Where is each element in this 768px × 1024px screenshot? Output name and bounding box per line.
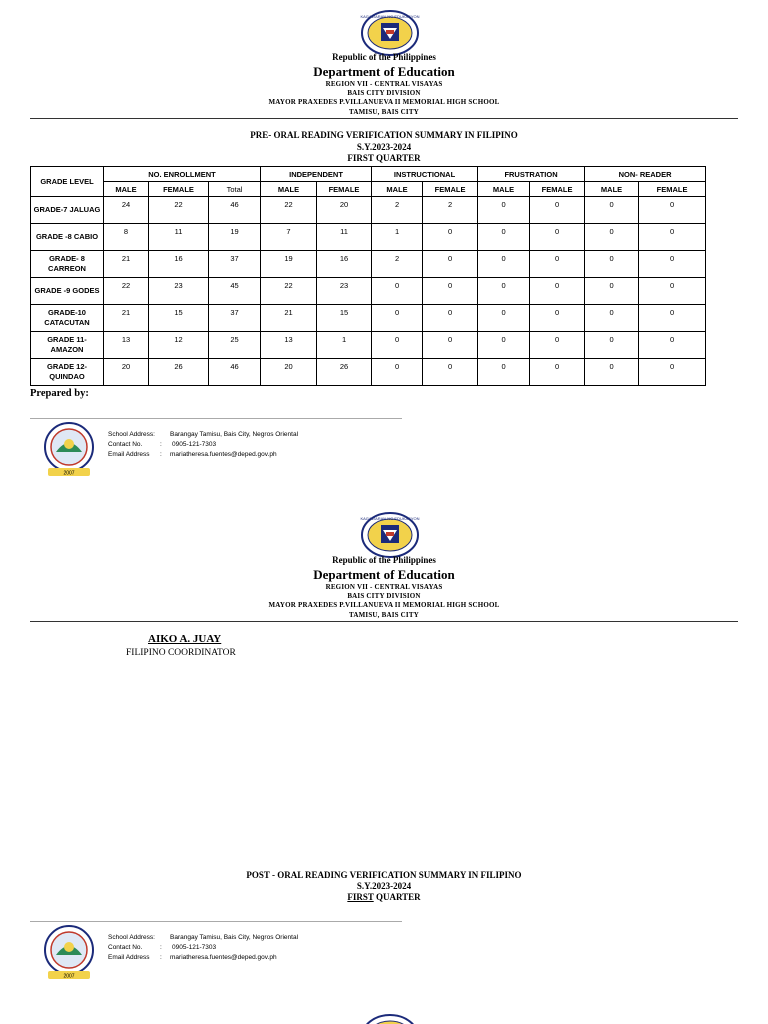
contact-value: 0905-121-7303 [172,441,217,448]
value-cell: 16 [317,251,372,278]
value-cell: 0 [423,305,478,332]
logo-year: 2007 [63,973,75,980]
subheader: FEMALE [149,182,209,197]
value-cell: 0 [478,224,530,251]
email-label: Email Address [108,451,150,458]
footer-contact-block [108,933,298,963]
value-cell: 2 [372,197,423,224]
subheader: Total [209,182,261,197]
subheader: MALE [478,182,530,197]
pre-quarter: FIRST QUARTER [347,153,421,163]
value-cell: 0 [423,332,478,359]
value-cell: 0 [530,305,585,332]
footer-divider [30,418,402,419]
address-value: Barangay Tamisu, Bais City, Negros Oriental [170,934,299,941]
value-cell: 0 [585,305,639,332]
pre-title: PRE- ORAL READING VERIFICATION SUMMARY IN FILIPINO [250,130,518,140]
subheader: MALE [585,182,639,197]
table-row [31,251,706,278]
email-sep: : [160,954,162,961]
value-cell: 23 [149,278,209,305]
value-cell: 0 [372,278,423,305]
department-title: Department of Education [313,567,455,582]
grade-cell: GRADE 12- QUINDAO [31,359,104,386]
post-title: POST - ORAL READING VERIFICATION SUMMARY IN FILIPINO [246,870,522,880]
value-cell: 0 [639,251,706,278]
group-header-enrollment: NO. ENROLLMENT [104,167,261,182]
table-row [31,359,706,386]
value-cell: 0 [639,359,706,386]
value-cell: 0 [478,305,530,332]
group-header-frustration: FRUSTRATION [478,167,585,182]
value-cell: 0 [372,305,423,332]
school-name: MAYOR PRAXEDES P.VILLANUEVA II MEMORIAL HIGH SCHOOL [268,601,500,609]
subheader: FEMALE [423,182,478,197]
value-cell: 0 [639,305,706,332]
subheader: FEMALE [639,182,706,197]
value-cell: 22 [149,197,209,224]
group-header-instructional: INSTRUCTIONAL [372,167,478,182]
prepared-by-label: Prepared by: [30,388,89,399]
value-cell: 22 [261,197,317,224]
seal-text: KAGAWARAN NG EDUKASYON [360,14,420,19]
pre-school-year: S.Y.2023-2024 [356,142,412,152]
value-cell: 19 [209,224,261,251]
value-cell: 1 [317,332,372,359]
region-line: REGION VII - CENTRAL VISAYAS [325,80,443,88]
value-cell: 0 [585,251,639,278]
value-cell: 0 [372,359,423,386]
value-cell: 13 [104,332,149,359]
address-label: School Address: [108,431,155,438]
group-header-independent: INDEPENDENT [261,167,372,182]
value-cell: 0 [585,359,639,386]
footer-divider [30,921,402,922]
header-divider [30,118,738,119]
value-cell: 0 [478,359,530,386]
value-cell: 0 [639,332,706,359]
value-cell: 45 [209,278,261,305]
email-value: mariatheresa.fuentes@deped.gov.ph [170,954,277,961]
value-cell: 0 [585,332,639,359]
deped-seal-icon [360,1014,420,1024]
value-cell: 7 [261,224,317,251]
location-line: TAMISU, BAIS CITY [349,108,419,116]
value-cell: 0 [530,251,585,278]
subheader: FEMALE [317,182,372,197]
post-quarter-first: FIRST [347,892,374,902]
group-header-non-reader: NON- READER [585,167,706,182]
republic-line: Republic of the Philippines [332,555,436,565]
grade-cell: GRADE -9 GODES [31,278,104,305]
value-cell: 0 [423,278,478,305]
value-cell: 0 [639,197,706,224]
post-quarter [0,892,768,902]
value-cell: 22 [261,278,317,305]
value-cell: 8 [104,224,149,251]
value-cell: 21 [261,305,317,332]
table-row [31,278,706,305]
contact-sep: : [160,944,162,951]
coordinator-name: AIKO A. JUAY [148,633,222,645]
value-cell: 0 [423,224,478,251]
summary-table [30,166,706,386]
division-line: BAIS CITY DIVISION [347,592,421,600]
subheader: MALE [261,182,317,197]
value-cell: 0 [530,224,585,251]
value-cell: 21 [104,251,149,278]
value-cell: 12 [149,332,209,359]
value-cell: 0 [530,332,585,359]
value-cell: 23 [317,278,372,305]
value-cell: 11 [317,224,372,251]
value-cell: 0 [585,278,639,305]
value-cell: 0 [530,278,585,305]
value-cell: 25 [209,332,261,359]
seal-text: KAGAWARAN NG EDUKASYON [360,516,420,521]
email-sep: : [160,451,162,458]
post-quarter-rest: QUARTER [373,892,421,902]
value-cell: 0 [530,197,585,224]
deped-seal-icon [360,10,420,56]
subheader: MALE [372,182,423,197]
value-cell: 26 [317,359,372,386]
value-cell: 0 [423,251,478,278]
grade-cell: GRADE- 8 CARREON [31,251,104,278]
value-cell: 2 [372,251,423,278]
value-cell: 13 [261,332,317,359]
value-cell: 37 [209,251,261,278]
value-cell: 22 [104,278,149,305]
value-cell: 0 [639,278,706,305]
header-divider [30,621,738,622]
value-cell: 19 [261,251,317,278]
value-cell: 46 [209,359,261,386]
value-cell: 11 [149,224,209,251]
value-cell: 15 [317,305,372,332]
region-line: REGION VII - CENTRAL VISAYAS [325,583,443,591]
grade-cell: GRADE-7 JALUAG [31,197,104,224]
deped-seal-icon [360,512,420,558]
email-value: mariatheresa.fuentes@deped.gov.ph [170,451,277,458]
contact-label: Contact No. [108,441,143,448]
value-cell: 21 [104,305,149,332]
address-label: School Address: [108,934,155,941]
table-row [31,332,706,359]
table-row [31,305,706,332]
value-cell: 20 [261,359,317,386]
grade-cell: GRADE -8 CABIO [31,224,104,251]
value-cell: 15 [149,305,209,332]
subheader: MALE [104,182,149,197]
value-cell: 0 [530,359,585,386]
value-cell: 0 [478,251,530,278]
department-title: Department of Education [313,64,455,79]
footer-contact-block [108,430,298,460]
school-logo-icon [42,422,96,478]
value-cell: 37 [209,305,261,332]
value-cell: 2 [423,197,478,224]
table-row [31,197,706,224]
value-cell: 24 [104,197,149,224]
value-cell: 20 [104,359,149,386]
value-cell: 26 [149,359,209,386]
value-cell: 46 [209,197,261,224]
value-cell: 20 [317,197,372,224]
value-cell: 1 [372,224,423,251]
contact-label: Contact No. [108,944,143,951]
coordinator-role: FILIPINO COORDINATOR [126,648,236,658]
value-cell: 0 [478,278,530,305]
value-cell: 0 [423,359,478,386]
grade-cell: GRADE-10 CATACUTAN [31,305,104,332]
subheader: FEMALE [530,182,585,197]
value-cell: 0 [585,224,639,251]
value-cell: 0 [639,224,706,251]
value-cell: 16 [149,251,209,278]
value-cell: 0 [478,197,530,224]
contact-value: 0905-121-7303 [172,944,217,951]
location-line: TAMISU, BAIS CITY [349,611,419,619]
address-value: Barangay Tamisu, Bais City, Negros Oriental [170,431,299,438]
logo-year: 2007 [63,470,75,477]
value-cell: 0 [585,197,639,224]
value-cell: 0 [478,332,530,359]
email-label: Email Address [108,954,150,961]
school-logo-icon [42,925,96,981]
grade-cell: GRADE 11- AMAZON [31,332,104,359]
division-line: BAIS CITY DIVISION [347,89,421,97]
grade-level-header: GRADE LEVEL [31,167,104,197]
contact-sep: : [160,441,162,448]
post-school-year: S.Y.2023-2024 [356,881,412,891]
value-cell: 0 [372,332,423,359]
table-row [31,224,706,251]
republic-line: Republic of the Philippines [332,52,436,62]
school-name: MAYOR PRAXEDES P.VILLANUEVA II MEMORIAL HIGH SCHOOL [268,98,500,106]
